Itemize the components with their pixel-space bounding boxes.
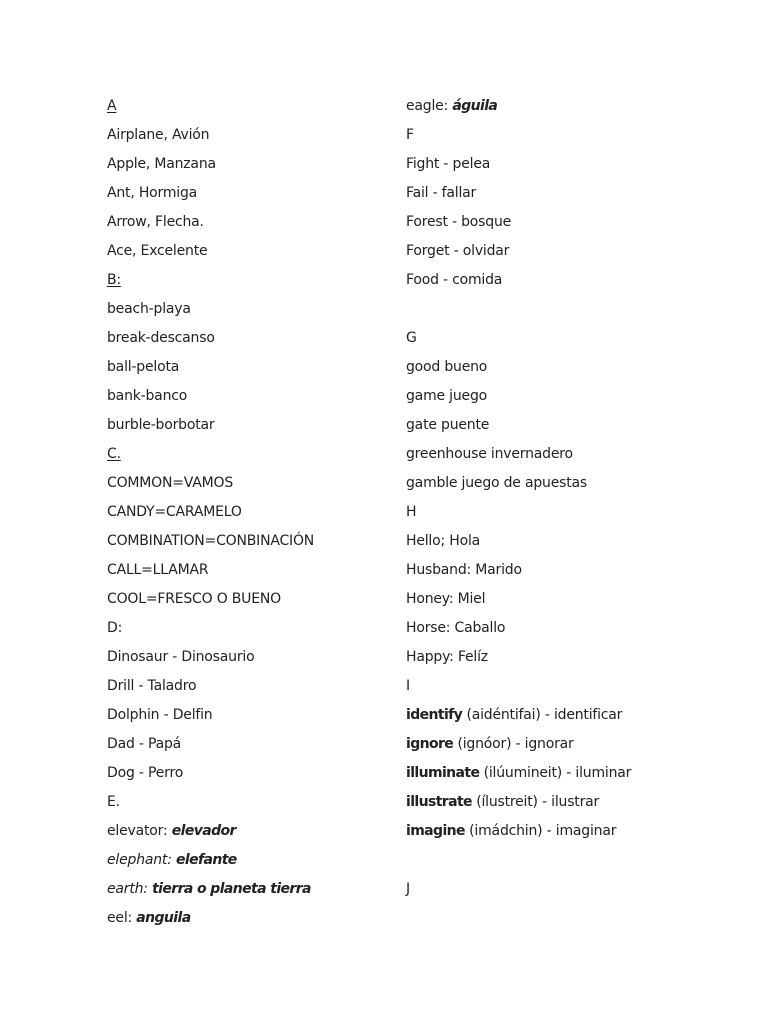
vocab-entry: good bueno [406,359,488,375]
vocab-entry: Ant, Hormiga [107,185,198,201]
vocab-entry [406,759,726,788]
entry-translation: tierra o planeta tierra [152,881,311,897]
vocab-entry: gamble juego de apuestas [406,475,587,491]
vocab-entry: Ace, Excelente [107,243,208,259]
section-heading-h: H [406,504,417,520]
vocab-entry: Fight - pelea [406,156,491,172]
entry-word: imagine [406,823,465,839]
vocab-entry: bank-banco [107,388,188,404]
vocab-entry: COMMON=VAMOS [107,475,234,491]
section-heading-i: I [406,678,410,694]
vocab-entry [107,817,397,846]
vocab-entry: Airplane, Avión [107,127,210,143]
vocab-entry: greenhouse invernadero [406,446,573,462]
entry-term: elevator: [107,823,172,839]
blank-line [406,846,726,875]
entry-translation: elevador [171,823,236,839]
entry-pronunciation-translation: (aidéntifai) - identificar [462,707,623,723]
section-heading-a: A [107,98,117,114]
vocab-entry: Happy: Felíz [406,649,488,665]
vocab-entry: Food - comida [406,272,503,288]
entry-translation: elefante [176,852,237,868]
entry-word: illuminate [406,765,480,781]
vocab-entry [107,875,397,904]
vocab-entry: game juego [406,388,487,404]
left-column [107,92,397,933]
section-heading-c: C. [107,446,121,462]
entry-term: eel: [107,910,137,926]
vocab-entry: Dad - Papá [107,736,182,752]
section-heading-g: G [406,330,417,346]
vocab-entry [406,701,726,730]
entry-term: elephant: [107,852,176,868]
entry-word: illustrate [406,794,472,810]
vocab-entry: Apple, Manzana [107,156,216,172]
vocab-entry: Hello; Hola [406,533,481,549]
section-heading-d: D: [107,620,123,636]
vocab-entry: Dinosaur - Dinosaurio [107,649,255,665]
vocab-entry: COMBINATION=CONBINACIÓN [107,533,315,549]
vocab-entry: Honey: Miel [406,591,486,607]
vocab-entry: burble-borbotar [107,417,215,433]
section-heading-j: J [406,881,410,897]
entry-term: earth: [107,881,153,897]
vocab-entry [406,730,726,759]
vocab-entry [406,817,726,846]
section-heading-e: E. [107,794,120,810]
vocab-entry: ball-pelota [107,359,180,375]
vocab-entry: COOL=FRESCO O BUENO [107,591,281,607]
vocab-entry: beach-playa [107,301,191,317]
vocab-entry [107,904,397,933]
vocab-entry: Dolphin - Delfin [107,707,213,723]
vocab-entry: CANDY=CARAMELO [107,504,242,520]
vocab-entry: Forget - olvidar [406,243,510,259]
vocab-entry: Arrow, Flecha. [107,214,204,230]
vocab-entry: Fail - fallar [406,185,477,201]
vocab-entry: Forest - bosque [406,214,512,230]
vocab-entry: gate puente [406,417,490,433]
vocab-entry: Drill - Taladro [107,678,197,694]
vocab-entry: CALL=LLAMAR [107,562,209,578]
vocab-entry: Husband: Marido [406,562,522,578]
entry-pronunciation-translation: (ílustreit) - ilustrar [471,794,600,810]
entry-pronunciation-translation: (ignóor) - ignorar [453,736,574,752]
blank-line [406,295,726,324]
entry-word: ignore [406,736,454,752]
section-heading-f: F [406,127,414,143]
entry-pronunciation-translation: (ilúumineit) - iluminar [479,765,632,781]
entry-word: identify [406,707,463,723]
vocab-entry [107,846,397,875]
entry-term: eagle: [406,98,453,114]
vocab-entry: break-descanso [107,330,215,346]
vocab-entry [406,92,726,121]
vocab-entry: Dog - Perro [107,765,184,781]
vocab-entry: Horse: Caballo [406,620,506,636]
entry-pronunciation-translation: (imádchin) - imaginar [464,823,617,839]
vocab-entry [406,788,726,817]
right-column [406,92,726,904]
section-heading-b: B: [107,272,121,288]
entry-translation: anguila [136,910,191,926]
entry-translation: águila [452,98,498,114]
